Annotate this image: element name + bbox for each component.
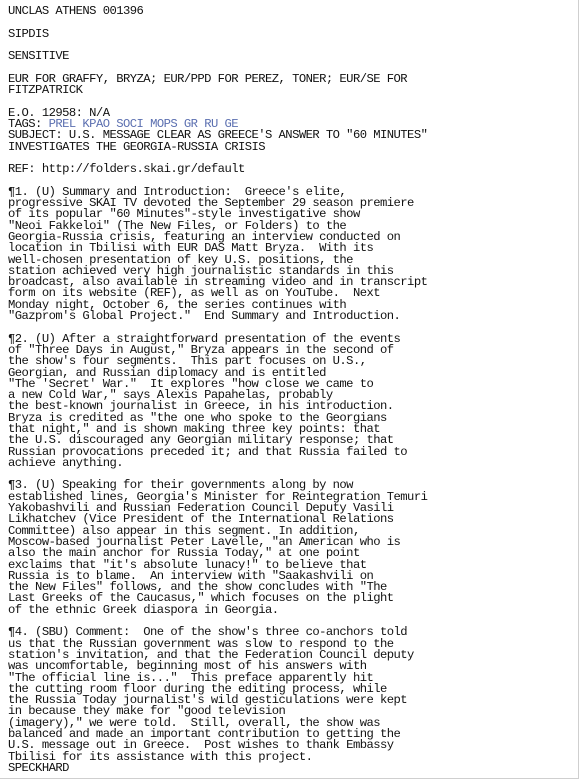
paragraph-line: ¶3. (U) Speaking for their governments along by now [8,478,353,493]
paragraph-line: Last Greeks of the Caucasus," which focuses on the plight [8,591,394,606]
paragraph-line: station's invitation, and that the Federation Council deputy [8,647,414,662]
tag-link[interactable]: MOPS [150,116,178,131]
tag-link[interactable]: PREL [48,116,76,131]
tag-link[interactable]: RU [204,116,218,131]
paragraph-line: of "Three Days in August," Bryza appears in the second of [8,342,394,357]
paragraph-line: the cutting room floor during the editing process, while [8,681,387,696]
paragraph-line: ¶4. (SBU) Comment: One of the show's three co-anchors told [8,625,408,640]
paragraph-line: also the main anchor for Russia Today," at one point [8,546,360,561]
paragraph-line: us that the Russian government was slow to respond to the [8,636,394,651]
paragraph-line: in because they make for "good television [8,704,286,719]
paragraph-line: Tbilisi for its assistance with this project. [8,749,313,764]
paragraph-line: "Gazprom's Global Project." End Summary and Introduction. [8,309,401,324]
paragraph-line: the Russia Today journalist's wild gesticulations were kept [8,693,408,708]
paragraph-line: "Neoi Fakkeloi" (The New Files, or Folders) to the [8,218,347,233]
tag-link[interactable]: SOCI [116,116,144,131]
distribution-line: FITZPATRICK [8,83,83,98]
paragraph-line: well-chosen presentation of key U.S. positions, the [8,252,353,267]
paragraph-line: a new Cold War," says Alexis Papahelas, probably [8,388,333,403]
subject-line: SUBJECT: U.S. MESSAGE CLEAR AS GREECE'S ANSWER TO "60 MINUTES" [8,128,428,143]
paragraph-line: "The 'Secret' War." It explores "how close we came to [8,376,374,391]
paragraph-line: Committee) also appear in this segment. In addition, [8,523,360,538]
paragraph-line: U.S. message out in Greece. Post wishes to thank Embassy [8,738,394,753]
paragraph-1 [8,184,574,324]
ref-line: REF: http://folders.skai.gr/default [8,162,245,177]
paragraph-line: exclaims that "it's absolute lunacy!" to believe that [8,557,367,572]
paragraph-line: achieve anything. [8,455,123,470]
subject-line: INVESTIGATES THE GEORGIA-RUSSIA CRISIS [8,139,266,154]
paragraph-2 [8,331,574,470]
paragraph-line: Georgian, and Russian diplomacy and is entitled [8,365,326,380]
paragraph-line: of its popular "60 Minutes"-style investigative show [8,207,360,222]
paragraph-4 [8,627,574,763]
classification-line: UNCLAS ATHENS 001396 [8,4,144,18]
paragraph-3 [8,480,574,616]
signature: SPECKHARD [8,760,69,775]
paragraph-line: progressive SKAI TV devoted the September 29 season premiere [8,196,414,211]
tag-link[interactable]: GR [183,116,198,131]
distribution-line: EUR FOR GRAFFY, BRYZA; EUR/PPD FOR PEREZ, TONER; EUR/SE FOR [8,71,408,86]
paragraph-line: the show's four segments. This part focuses on U.S., [8,354,367,369]
paragraph-line: the New Files" follows, and the show concludes with "The [8,580,387,595]
paragraph-line: Yakobashvili and Russian Federation Council Deputy Vasili [8,501,394,516]
sensitive-line: SENSITIVE [8,49,69,64]
paragraph-line: (imagery)," we were told. Still, overall, the show was [8,715,381,730]
paragraph-line: ¶1. (U) Summary and Introduction: Greece's elite, [8,184,347,199]
paragraph-line: "The official line is..." This preface apparently hit [8,670,374,685]
paragraph-line: the U.S. discouraged any Georgian military response; that [8,433,394,448]
paragraph-line: broadcast, also available in streaming video and in transcript [8,275,428,290]
paragraph-line: that night," and is shown making three key points: that [8,421,381,436]
paragraph-line: Moscow-based journalist Peter Lavelle, "an American who is [8,534,401,549]
paragraph-line: ¶2. (U) After a straightforward presentation of the events [8,331,401,346]
cable-text [8,6,574,774]
paragraph-line: balanced and made an important contribution to getting the [8,727,401,741]
tag-link[interactable]: GE [224,116,239,131]
paragraph-line: Likhatchev (Vice President of the International Relations [8,512,394,527]
eo-line: E.O. 12958: N/A [8,105,110,120]
paragraph-line: Russia is to blame. An interview with "Saakashvili on [8,568,374,583]
tags-label: TAGS: [8,116,49,131]
sipdis-line: SIPDIS [8,26,49,41]
paragraph-line: Monday night, October 6, the series continues with [8,297,347,312]
paragraph-line: station achieved very high journalistic standards in this [8,263,394,278]
paragraph-line: Russian provocations preceded it; and that Russia failed to [8,444,408,459]
paragraph-line: Bryza is credited as "the one who spoke to the Georgians [8,410,387,425]
paragraph-line: the best-known journalist in Greece, in his introduction. [8,399,394,414]
paragraph-line: was uncomfortable, beginning most of his answers with [8,659,367,674]
tag-link[interactable]: KPAO [82,116,110,131]
paragraph-line: established lines, Georgia's Minister for Reintegration Temuri [8,489,428,504]
paragraph-line: Georgia-Russia crisis, featuring an interview conducted on [8,229,401,244]
paragraph-line: form on its website (REF), as well as on YouTube. Next [8,286,381,301]
paragraph-line: location in Tbilisi with EUR DAS Matt Bryza. With its [8,241,374,256]
paragraph-line: of the ethnic Greek diaspora in Georgia. [8,602,279,617]
